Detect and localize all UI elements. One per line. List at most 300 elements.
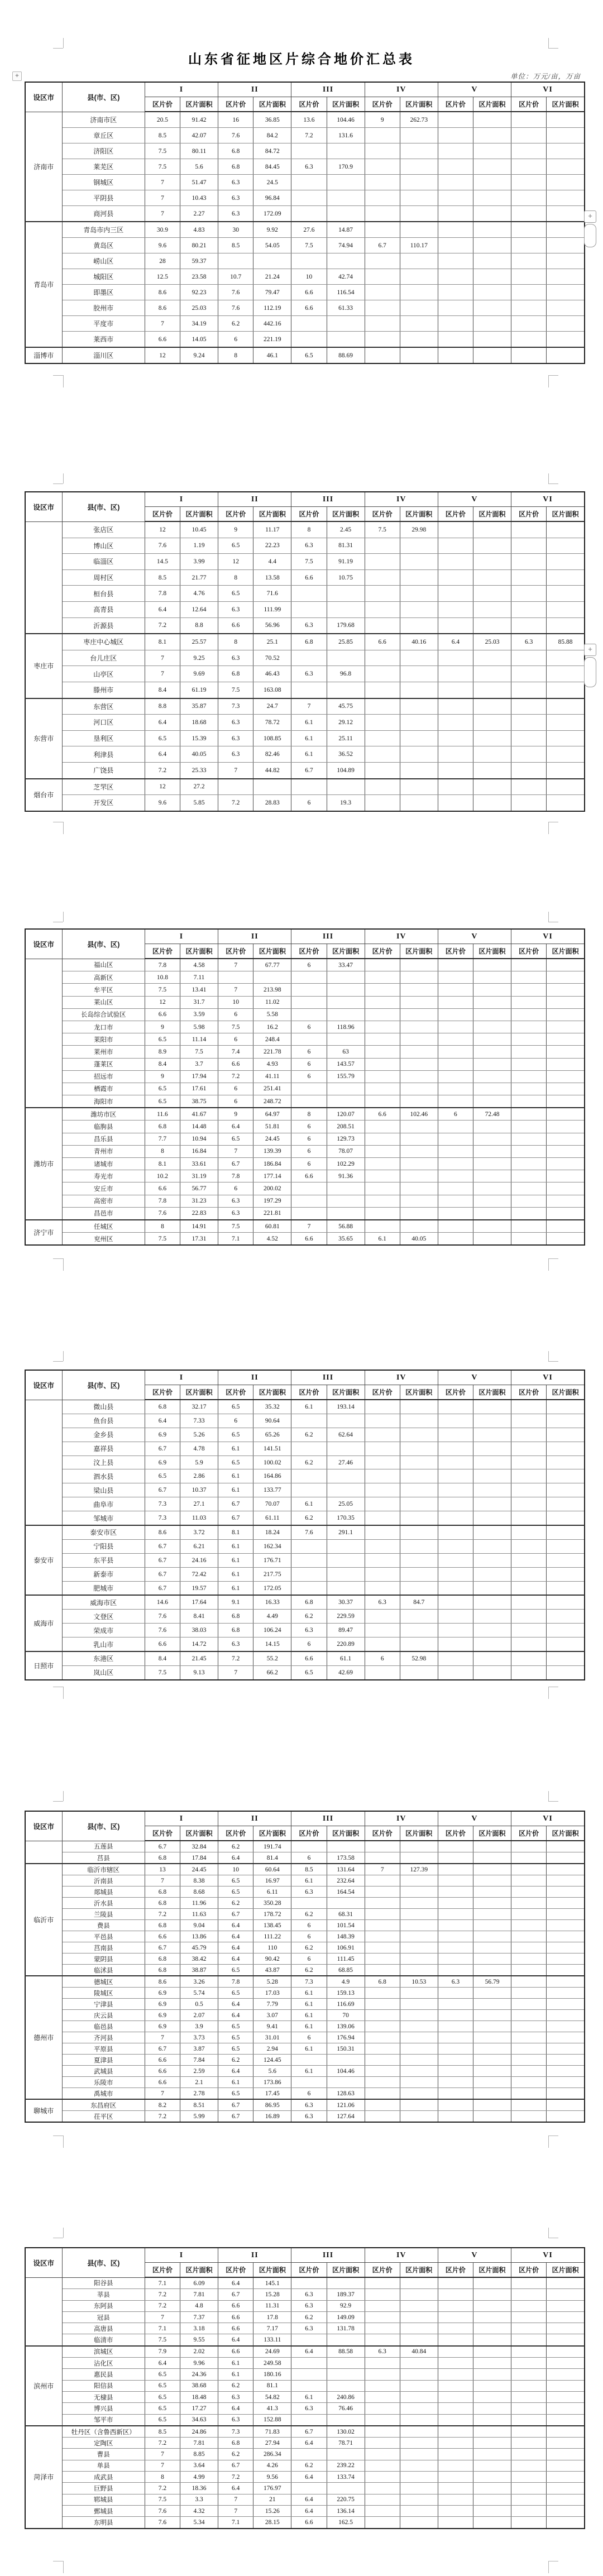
value-cell[interactable]: 7	[145, 666, 180, 682]
value-cell[interactable]	[511, 1021, 547, 1033]
value-cell[interactable]	[438, 666, 473, 682]
value-cell[interactable]: 251.41	[253, 1083, 291, 1095]
header-area[interactable]: 区片面积	[547, 944, 585, 959]
value-cell[interactable]	[438, 2032, 473, 2043]
value-cell[interactable]: 28	[145, 253, 180, 269]
value-cell[interactable]	[400, 2088, 438, 2100]
value-cell[interactable]	[327, 1469, 365, 1483]
value-cell[interactable]	[438, 238, 473, 253]
value-cell[interactable]: 286.34	[253, 2449, 291, 2460]
value-cell[interactable]: 2.1	[180, 2077, 218, 2088]
value-cell[interactable]: 41.11	[253, 1070, 291, 1083]
header-price[interactable]: 区片价	[291, 944, 327, 959]
value-cell[interactable]: 35.32	[253, 1400, 291, 1414]
header-price[interactable]: 区片价	[511, 507, 547, 522]
value-cell[interactable]	[218, 971, 253, 984]
value-cell[interactable]: 6.7	[218, 2460, 253, 2471]
header-area[interactable]: 区片面积	[180, 944, 218, 959]
value-cell[interactable]: 7.33	[180, 1414, 218, 1428]
value-cell[interactable]: 111.45	[327, 1953, 365, 1965]
value-cell[interactable]: 6.7	[145, 1942, 180, 1953]
value-cell[interactable]	[511, 1083, 547, 1095]
value-cell[interactable]: 248.72	[253, 1095, 291, 1108]
county-cell[interactable]: 临沭县	[62, 1965, 145, 1976]
value-cell[interactable]	[400, 1637, 438, 1651]
value-cell[interactable]: 6	[218, 1414, 253, 1428]
value-cell[interactable]	[473, 2449, 511, 2460]
value-cell[interactable]: 6.1	[218, 2358, 253, 2369]
value-cell[interactable]: 6.4	[218, 2277, 253, 2289]
value-cell[interactable]	[400, 2334, 438, 2346]
value-cell[interactable]: 7	[218, 1145, 253, 1157]
value-cell[interactable]	[400, 1875, 438, 1886]
value-cell[interactable]	[473, 554, 511, 570]
value-cell[interactable]: 197.29	[253, 1195, 291, 1207]
value-cell[interactable]	[291, 2414, 327, 2426]
value-cell[interactable]	[438, 617, 473, 634]
value-cell[interactable]: 79.47	[253, 285, 291, 300]
value-cell[interactable]	[511, 569, 547, 586]
county-cell[interactable]: 青州市	[62, 1145, 145, 1157]
value-cell[interactable]: 8.6	[145, 285, 180, 300]
value-cell[interactable]: 6.6	[218, 2311, 253, 2323]
value-cell[interactable]: 6.7	[145, 1442, 180, 1455]
value-cell[interactable]: 152.88	[253, 2414, 291, 2426]
value-cell[interactable]: 6.21	[180, 1539, 218, 1553]
header-band[interactable]: IV	[365, 82, 438, 97]
value-cell[interactable]: 13	[145, 1864, 180, 1875]
value-cell[interactable]: 6.6	[145, 1182, 180, 1195]
value-cell[interactable]	[473, 586, 511, 602]
header-area[interactable]: 区片面积	[327, 1826, 365, 1841]
value-cell[interactable]: 12	[218, 554, 253, 570]
value-cell[interactable]: 6.5	[218, 1428, 253, 1442]
value-cell[interactable]: 6.5	[145, 2414, 180, 2426]
value-cell[interactable]: 6.1	[291, 2021, 327, 2032]
value-cell[interactable]	[365, 959, 400, 971]
value-cell[interactable]: 14.91	[180, 1220, 218, 1233]
value-cell[interactable]	[511, 222, 547, 238]
value-cell[interactable]	[365, 2403, 400, 2414]
county-cell[interactable]: 临沂市辖区	[62, 1864, 145, 1875]
value-cell[interactable]	[547, 2066, 585, 2077]
header-county[interactable]: 县(市、区)	[62, 82, 145, 112]
value-cell[interactable]	[547, 746, 585, 763]
value-cell[interactable]	[365, 1414, 400, 1428]
value-cell[interactable]	[511, 1170, 547, 1182]
value-cell[interactable]	[438, 1095, 473, 1108]
value-cell[interactable]: 6.5	[218, 1455, 253, 1469]
value-cell[interactable]	[400, 2055, 438, 2066]
header-area[interactable]: 区片面积	[547, 1826, 585, 1841]
value-cell[interactable]: 200.02	[253, 1182, 291, 1195]
value-cell[interactable]: 172.05	[253, 1581, 291, 1595]
value-cell[interactable]: 6.6	[218, 1058, 253, 1070]
value-cell[interactable]: 9	[145, 1021, 180, 1033]
value-cell[interactable]	[400, 1567, 438, 1581]
header-band[interactable]: VI	[511, 1370, 585, 1385]
value-cell[interactable]: 173.86	[253, 2077, 291, 2088]
value-cell[interactable]: 72.42	[180, 1567, 218, 1581]
value-cell[interactable]: 7.5	[145, 159, 180, 175]
value-cell[interactable]: 6	[291, 1920, 327, 1931]
value-cell[interactable]: 6.2	[291, 1942, 327, 1953]
city-cell[interactable]: 菏泽市	[25, 2426, 62, 2529]
value-cell[interactable]	[291, 175, 327, 190]
value-cell[interactable]: 6.6	[145, 1008, 180, 1021]
value-cell[interactable]	[327, 1567, 365, 1581]
value-cell[interactable]	[547, 1108, 585, 1121]
header-price[interactable]: 区片价	[145, 2263, 180, 2278]
value-cell[interactable]: 6.2	[291, 1909, 327, 1920]
county-cell[interactable]: 无棣县	[62, 2391, 145, 2402]
value-cell[interactable]: 30.37	[327, 1595, 365, 1609]
value-cell[interactable]: 8.6	[145, 300, 180, 316]
county-cell[interactable]: 蒙阴县	[62, 1953, 145, 1965]
value-cell[interactable]: 10.43	[180, 190, 218, 206]
value-cell[interactable]	[473, 2021, 511, 2032]
county-cell[interactable]: 安丘市	[62, 1182, 145, 1195]
value-cell[interactable]	[327, 650, 365, 666]
value-cell[interactable]: 27.1	[180, 1497, 218, 1511]
county-cell[interactable]: 莱州市	[62, 1046, 145, 1058]
value-cell[interactable]	[400, 762, 438, 778]
value-cell[interactable]	[327, 2358, 365, 2369]
value-cell[interactable]	[547, 1497, 585, 1511]
value-cell[interactable]: 32.17	[180, 1400, 218, 1414]
value-cell[interactable]: 7.79	[253, 1999, 291, 2010]
header-area[interactable]: 区片面积	[547, 2263, 585, 2278]
county-cell[interactable]: 淄川区	[62, 347, 145, 363]
value-cell[interactable]	[365, 1442, 400, 1455]
value-cell[interactable]: 6.5	[145, 1033, 180, 1046]
value-cell[interactable]	[365, 971, 400, 984]
value-cell[interactable]	[438, 2111, 473, 2123]
value-cell[interactable]: 8.5	[145, 2426, 180, 2438]
value-cell[interactable]: 7.2	[218, 795, 253, 811]
value-cell[interactable]	[291, 2334, 327, 2346]
value-cell[interactable]	[547, 1920, 585, 1931]
value-cell[interactable]: 6.8	[218, 143, 253, 159]
value-cell[interactable]	[365, 143, 400, 159]
value-cell[interactable]	[473, 1182, 511, 1195]
value-cell[interactable]	[473, 1886, 511, 1898]
value-cell[interactable]	[473, 1651, 511, 1665]
county-cell[interactable]: 临清市	[62, 2334, 145, 2346]
value-cell[interactable]: 3.64	[180, 2460, 218, 2471]
value-cell[interactable]: 104.46	[327, 2066, 365, 2077]
value-cell[interactable]: 6.7	[145, 1841, 180, 1852]
value-cell[interactable]: 27.6	[291, 222, 327, 238]
value-cell[interactable]: 56.88	[327, 1220, 365, 1233]
county-cell[interactable]: 开发区	[62, 795, 145, 811]
header-price[interactable]: 区片价	[145, 97, 180, 112]
value-cell[interactable]	[547, 2021, 585, 2032]
header-area[interactable]: 区片面积	[180, 97, 218, 112]
value-cell[interactable]	[473, 1920, 511, 1931]
header-price[interactable]: 区片价	[291, 507, 327, 522]
county-cell[interactable]: 肥城市	[62, 1581, 145, 1595]
value-cell[interactable]: 8.5	[145, 128, 180, 143]
county-cell[interactable]: 宁津县	[62, 1999, 145, 2010]
county-cell[interactable]: 微山县	[62, 1400, 145, 1414]
value-cell[interactable]: 6.1	[291, 1988, 327, 1999]
value-cell[interactable]	[473, 2517, 511, 2529]
value-cell[interactable]	[473, 538, 511, 554]
value-cell[interactable]	[365, 1920, 400, 1931]
value-cell[interactable]: 7.5	[145, 984, 180, 996]
header-band[interactable]: II	[218, 929, 291, 944]
value-cell[interactable]	[547, 1567, 585, 1581]
value-cell[interactable]	[438, 1553, 473, 1567]
value-cell[interactable]: 7.3	[218, 698, 253, 715]
value-cell[interactable]	[438, 2334, 473, 2346]
value-cell[interactable]	[547, 1133, 585, 1145]
value-cell[interactable]: 11.14	[180, 1033, 218, 1046]
value-cell[interactable]: 6.7	[365, 238, 400, 253]
value-cell[interactable]: 7.6	[291, 1525, 327, 1539]
value-cell[interactable]: 6.4	[218, 2403, 253, 2414]
value-cell[interactable]: 8.68	[180, 1886, 218, 1898]
value-cell[interactable]	[438, 1931, 473, 1942]
value-cell[interactable]: 7	[145, 2449, 180, 2460]
value-cell[interactable]: 14.48	[180, 1121, 218, 1133]
value-cell[interactable]	[365, 1539, 400, 1553]
value-cell[interactable]: 40.05	[180, 746, 218, 763]
table-move-handle-icon[interactable]: +	[12, 71, 22, 81]
value-cell[interactable]	[511, 1553, 547, 1567]
county-cell[interactable]: 济阳区	[62, 143, 145, 159]
value-cell[interactable]	[473, 2483, 511, 2494]
value-cell[interactable]	[327, 1414, 365, 1428]
value-cell[interactable]	[547, 1095, 585, 1108]
value-cell[interactable]	[218, 779, 253, 795]
value-cell[interactable]	[547, 2277, 585, 2289]
value-cell[interactable]: 180.16	[253, 2369, 291, 2380]
value-cell[interactable]	[547, 1942, 585, 1953]
county-cell[interactable]: 禹城市	[62, 2088, 145, 2100]
value-cell[interactable]	[400, 2449, 438, 2460]
value-cell[interactable]: 13.6	[291, 112, 327, 128]
value-cell[interactable]	[365, 1469, 400, 1483]
value-cell[interactable]	[473, 996, 511, 1008]
value-cell[interactable]	[511, 1070, 547, 1083]
value-cell[interactable]: 6.5	[218, 1988, 253, 1999]
value-cell[interactable]	[327, 2483, 365, 2494]
value-cell[interactable]	[400, 1610, 438, 1624]
value-cell[interactable]: 38.68	[180, 2380, 218, 2391]
value-cell[interactable]	[438, 1511, 473, 1525]
value-cell[interactable]	[438, 206, 473, 222]
value-cell[interactable]	[473, 2426, 511, 2438]
value-cell[interactable]: 6.8	[145, 1965, 180, 1976]
value-cell[interactable]	[511, 159, 547, 175]
value-cell[interactable]	[400, 347, 438, 363]
value-cell[interactable]	[547, 996, 585, 1008]
value-cell[interactable]	[473, 1999, 511, 2010]
value-cell[interactable]	[473, 779, 511, 795]
value-cell[interactable]	[473, 1665, 511, 1679]
city-cell[interactable]: 泰安市	[25, 1525, 62, 1595]
value-cell[interactable]: 131.78	[327, 2323, 365, 2334]
value-cell[interactable]: 6.3	[365, 2346, 400, 2358]
value-cell[interactable]	[438, 2289, 473, 2300]
value-cell[interactable]: 4.52	[253, 1233, 291, 1246]
county-cell[interactable]: 龙口市	[62, 1021, 145, 1033]
value-cell[interactable]: 101.54	[327, 1920, 365, 1931]
value-cell[interactable]	[365, 1581, 400, 1595]
value-cell[interactable]: 6.3	[511, 634, 547, 650]
value-cell[interactable]	[400, 2277, 438, 2289]
header-area[interactable]: 区片面积	[327, 1385, 365, 1400]
value-cell[interactable]	[365, 2358, 400, 2369]
value-cell[interactable]	[400, 984, 438, 996]
value-cell[interactable]	[547, 1886, 585, 1898]
value-cell[interactable]	[400, 2032, 438, 2043]
value-cell[interactable]: 25.57	[180, 634, 218, 650]
value-cell[interactable]	[473, 300, 511, 316]
value-cell[interactable]: 11.63	[180, 1909, 218, 1920]
value-cell[interactable]	[327, 2277, 365, 2289]
value-cell[interactable]	[327, 332, 365, 348]
value-cell[interactable]	[511, 285, 547, 300]
value-cell[interactable]	[547, 554, 585, 570]
value-cell[interactable]: 7.8	[145, 586, 180, 602]
value-cell[interactable]: 6.2	[291, 1511, 327, 1525]
header-price[interactable]: 区片价	[365, 97, 400, 112]
value-cell[interactable]	[547, 2300, 585, 2311]
value-cell[interactable]	[473, 521, 511, 538]
value-cell[interactable]: 170.9	[327, 159, 365, 175]
value-cell[interactable]	[473, 1841, 511, 1852]
value-cell[interactable]	[365, 269, 400, 285]
value-cell[interactable]: 6.6	[218, 2323, 253, 2334]
value-cell[interactable]	[400, 730, 438, 746]
value-cell[interactable]	[400, 2369, 438, 2380]
value-cell[interactable]	[365, 762, 400, 778]
county-cell[interactable]: 周村区	[62, 569, 145, 586]
value-cell[interactable]: 6	[218, 1033, 253, 1046]
value-cell[interactable]	[547, 1988, 585, 1999]
value-cell[interactable]: 127.39	[400, 1864, 438, 1875]
city-cell[interactable]	[25, 959, 62, 1108]
value-cell[interactable]: 9.25	[180, 650, 218, 666]
value-cell[interactable]: 6.7	[145, 1539, 180, 1553]
value-cell[interactable]	[547, 698, 585, 715]
value-cell[interactable]	[438, 538, 473, 554]
city-cell[interactable]: 德州市	[25, 1976, 62, 2099]
value-cell[interactable]	[547, 1207, 585, 1220]
value-cell[interactable]: 6.1	[291, 2010, 327, 2021]
value-cell[interactable]	[547, 1455, 585, 1469]
value-cell[interactable]	[327, 2414, 365, 2426]
value-cell[interactable]	[327, 2380, 365, 2391]
value-cell[interactable]: 9.1	[218, 1595, 253, 1609]
value-cell[interactable]: 5.34	[180, 2517, 218, 2529]
county-cell[interactable]: 沾化区	[62, 2358, 145, 2369]
value-cell[interactable]: 15.39	[180, 730, 218, 746]
value-cell[interactable]	[473, 2111, 511, 2123]
value-cell[interactable]: 7	[218, 1665, 253, 1679]
value-cell[interactable]	[438, 996, 473, 1008]
value-cell[interactable]: 6.8	[145, 1898, 180, 1909]
value-cell[interactable]	[291, 2449, 327, 2460]
value-cell[interactable]: 11.02	[253, 996, 291, 1008]
value-cell[interactable]	[365, 1497, 400, 1511]
value-cell[interactable]	[438, 1965, 473, 1976]
value-cell[interactable]: 8.6	[145, 1525, 180, 1539]
value-cell[interactable]: 44.82	[253, 762, 291, 778]
value-cell[interactable]	[473, 666, 511, 682]
value-cell[interactable]: 6.1	[218, 2369, 253, 2380]
value-cell[interactable]	[511, 2032, 547, 2043]
value-cell[interactable]	[547, 2077, 585, 2088]
value-cell[interactable]	[547, 779, 585, 795]
value-cell[interactable]	[547, 112, 585, 128]
header-price[interactable]: 区片价	[365, 1385, 400, 1400]
value-cell[interactable]	[473, 1624, 511, 1637]
value-cell[interactable]: 17.8	[253, 2311, 291, 2323]
value-cell[interactable]	[473, 971, 511, 984]
city-cell[interactable]: 济南市	[25, 112, 62, 222]
header-band[interactable]: VI	[511, 82, 585, 97]
value-cell[interactable]	[473, 2311, 511, 2323]
value-cell[interactable]	[400, 1207, 438, 1220]
header-price[interactable]: 区片价	[145, 944, 180, 959]
value-cell[interactable]	[511, 2358, 547, 2369]
value-cell[interactable]: 155.79	[327, 1070, 365, 1083]
value-cell[interactable]: 24.69	[253, 2346, 291, 2358]
value-cell[interactable]: 6.6	[291, 300, 327, 316]
value-cell[interactable]	[218, 253, 253, 269]
value-cell[interactable]: 33.61	[180, 1158, 218, 1170]
value-cell[interactable]	[365, 586, 400, 602]
value-cell[interactable]	[365, 601, 400, 617]
value-cell[interactable]: 8.2	[145, 2099, 180, 2111]
value-cell[interactable]	[511, 1942, 547, 1953]
value-cell[interactable]: 6.1	[218, 2077, 253, 2088]
value-cell[interactable]	[511, 1920, 547, 1931]
value-cell[interactable]: 61.11	[253, 1511, 291, 1525]
value-cell[interactable]	[473, 2403, 511, 2414]
value-cell[interactable]	[511, 538, 547, 554]
county-cell[interactable]: 鄄城县	[62, 2505, 145, 2516]
value-cell[interactable]: 11.31	[253, 2300, 291, 2311]
value-cell[interactable]	[547, 1400, 585, 1414]
value-cell[interactable]	[473, 2334, 511, 2346]
value-cell[interactable]	[438, 1909, 473, 1920]
value-cell[interactable]	[400, 2300, 438, 2311]
value-cell[interactable]: 8	[145, 2472, 180, 2483]
value-cell[interactable]	[365, 1095, 400, 1108]
value-cell[interactable]: 7	[145, 2088, 180, 2100]
value-cell[interactable]	[291, 1567, 327, 1581]
value-cell[interactable]	[438, 2323, 473, 2334]
value-cell[interactable]	[438, 730, 473, 746]
value-cell[interactable]: 6.1	[291, 715, 327, 731]
value-cell[interactable]	[438, 1158, 473, 1170]
header-band[interactable]: II	[218, 1370, 291, 1385]
value-cell[interactable]	[473, 746, 511, 763]
value-cell[interactable]: 1.19	[180, 538, 218, 554]
value-cell[interactable]	[511, 1852, 547, 1864]
county-cell[interactable]: 新泰市	[62, 1567, 145, 1581]
value-cell[interactable]	[400, 1931, 438, 1942]
value-cell[interactable]	[291, 1841, 327, 1852]
value-cell[interactable]: 6.11	[253, 1886, 291, 1898]
county-cell[interactable]: 利津县	[62, 746, 145, 763]
value-cell[interactable]: 16.89	[253, 2111, 291, 2123]
